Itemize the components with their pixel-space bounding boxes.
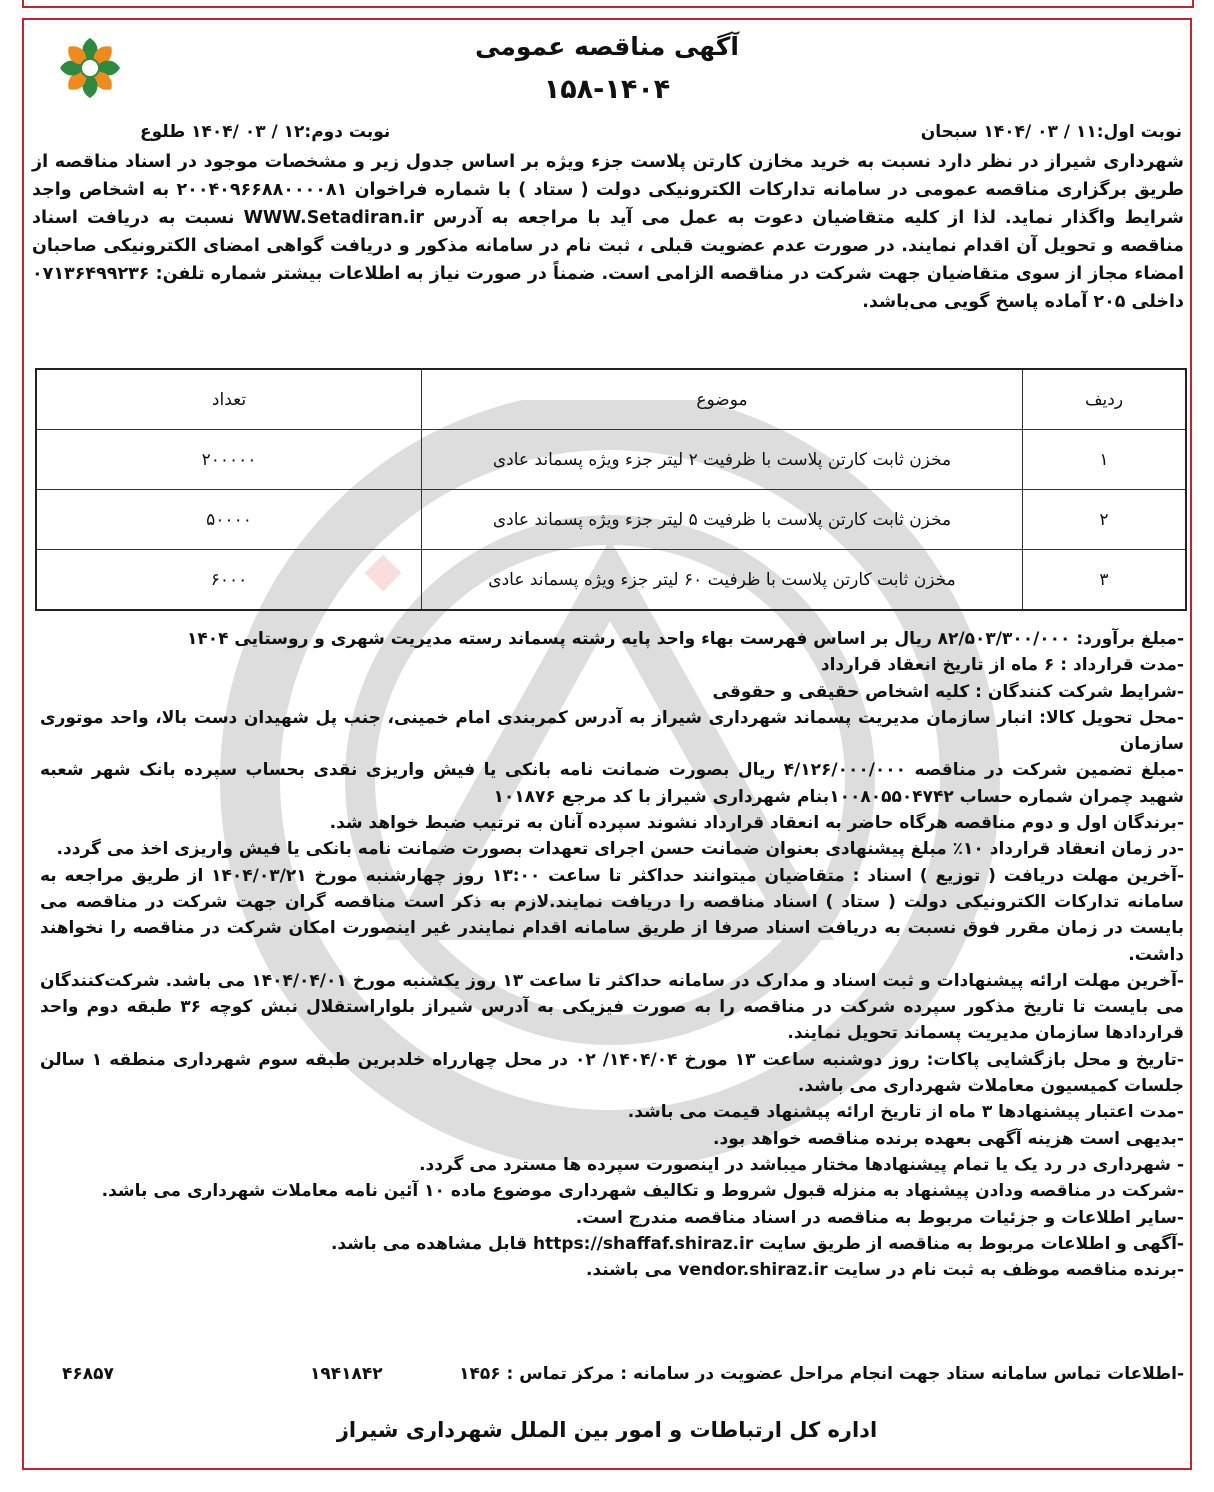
- condition-rejection: - شهرداری در رد یک یا تمام پیشنهادها مختار میباشد در اینصورت سپرده ها مسترد می گردد.: [419, 1154, 1184, 1175]
- table-row: [36, 550, 1186, 611]
- top-border-strip: [22, 0, 1194, 8]
- condition-ad-cost: -بدیهی است هزینه آگهی بعهده برنده مناقصه خواهد بود.: [713, 1128, 1184, 1149]
- row-count: ۲۰۰۰۰۰: [36, 430, 422, 490]
- row-topic: مخزن ثابت کارتن پلاست با ظرفیت ۶۰ لیتر جزء ویژه پسماند عادی: [422, 550, 1023, 611]
- condition-participants: -شرایط شرکت کنندگان : کلیه اشخاص حقیقی و حقوقی: [712, 681, 1184, 702]
- header-count: تعداد: [36, 369, 422, 430]
- row-count: ۵۰۰۰۰: [36, 490, 422, 550]
- table-header-row: [36, 369, 1186, 430]
- table-row: [36, 490, 1186, 550]
- contact-number-2: ۱۹۴۱۸۴۲: [310, 1364, 383, 1384]
- condition-opening: -تاریخ و محل بازگشایی پاکات: روز دوشنبه ساعت ۱۳ مورخ ۱۴۰۴/۰۴/ ۰۲ در محل چهارراه خلدبرین طبقه سوم شهرداری منطقه ۱ سالن جلسات کمیسیون معاملات شهرداری می باشد.: [40, 1049, 1184, 1097]
- condition-other-info: -سایر اطلاعات و جزئیات مربوط به مناقصه در اسناد مناقصه مندرج است.: [575, 1207, 1184, 1228]
- table-row: [36, 430, 1186, 490]
- condition-document-deadline: -آخرین مهلت دریافت ( توزیع ) اسناد : متقاضیان میتوانند حداکثر تا ساعت ۱۳:۰۰ روز چهارشنبه مورخ ۱۴۰۴/۰۳/۲۱ از طریق مراجعه به سامانه تدارکات الکترونیکی دولت ( ستاد ) اسناد مناقصه را دریافت نمایند.لازم به ذکر است مناقصه گران جهت شرکت در مناقصه می بایست در زمان مقرر فوق نسبت به دریافت اسناد صرفا از طریق سامانه اقدام نمایندر غیر اینصورت امکان شرکت در مناقصه را نخواهند داشت.: [40, 865, 1184, 965]
- condition-vendor-registration: -برنده مناقصه موظف به ثبت نام در سایت vendor.shiraz.ir می باشند.: [585, 1260, 1184, 1281]
- condition-guarantee: -مبلغ تضمین شرکت در مناقصه ۴/۱۲۶/۰۰۰/۰۰۰ ریال بصورت ضمانت نامه بانکی یا فیش واریزی نقدی بحساب سپرده بانک شهر شعبه شهید چمران شماره حساب ۱۰۰۸۰۵۵۰۴۷۴۲بنام شهرداری شیراز با کد مرجع ۱۰۱۸۷۶: [40, 760, 1184, 807]
- footer-issuer: اداره کل ارتباطات و امور بین الملل شهرداری شیراز: [336, 1418, 878, 1442]
- conditions-list: [40, 626, 1184, 1283]
- items-table: [35, 368, 1187, 611]
- first-run-date: نوبت اول:۱۱ / ۰۳ /۱۴۰۴ سبحان: [920, 122, 1182, 142]
- row-radif: ۳: [1023, 550, 1187, 611]
- condition-duration: -مدت قرارداد : ۶ ماه از تاریخ انعقاد قرارداد: [820, 655, 1184, 676]
- row-count: ۶۰۰۰: [36, 550, 422, 611]
- condition-acceptance: -شرکت در مناقصه ودادن پیشنهاد به منزله قبول شروط و تکالیف شهرداری موضوع ماده ۱۰ آئین نامه معاملات شهرداری می باشد.: [101, 1181, 1184, 1202]
- condition-delivery: -محل تحویل کالا: انبار سازمان مدیریت پسماند شهرداری شیراز به آدرس کمربندی امام خمینی، جنب پل شهیدان دست بالا، واحد موتوری سازمان: [40, 707, 1184, 755]
- condition-website: -آگهی و اطلاعات مربوط به مناقصه از طریق سایت https://shaffaf.shiraz.ir قابل مشاهده می باشد.: [330, 1233, 1184, 1254]
- contact-label: -اطلاعات تماس سامانه ستاد جهت انجام مراحل عضویت در سامانه : مرکز تماس : ۱۴۵۶: [459, 1364, 1184, 1384]
- contact-info: [40, 1364, 1184, 1392]
- notice-number: ۱۵۸-۱۴۰۴: [543, 74, 671, 105]
- condition-validity: -مدت اعتبار پیشنهادها ۳ ماه از تاریخ ارائه پیشنهاد قیمت می باشد.: [627, 1102, 1184, 1123]
- condition-winners: -برندگان اول و دوم مناقصه هرگاه حاضر به انعقاد قرارداد نشوند سپرده آنان به ترتیب ضبط خواهد شد.: [329, 813, 1184, 834]
- condition-estimate: -مبلغ برآورد: ۸۲/۵۰۳/۳۰۰/۰۰۰ ریال بر اساس فهرست بهاء واحد پایه رشته پسماند رسته مدیریت شهری و روستایی ۱۴۰۴: [186, 629, 1184, 649]
- row-topic: مخزن ثابت کارتن پلاست با ظرفیت ۵ لیتر جزء ویژه پسماند عادی: [422, 490, 1023, 550]
- row-radif: ۲: [1023, 490, 1187, 550]
- row-radif: ۱: [1023, 430, 1187, 490]
- header-topic: موضوع: [422, 369, 1023, 430]
- second-run-date: نوبت دوم:۱۲ / ۰۳ /۱۴۰۴ طلوع: [140, 122, 391, 142]
- notice-title: آگهی مناقصه عمومی: [475, 32, 739, 61]
- contact-number-3: ۴۶۸۵۷: [62, 1364, 114, 1384]
- intro-paragraph: شهرداری شیراز در نظر دارد نسبت به خرید مخازن کارتن پلاست جزء ویژه بر اساس جدول زیر و مشخصات موجود در اسناد مناقصه از طریق برگزاری مناقصه عمومی در سامانه تدارکات الکترونیکی دولت ( ستاد ) با شماره فراخوان ۲۰۰۴۰۹۶۶۸۸۰۰۰۰۸۱ به اشخاص واجد شرایط واگذار نماید. لذا از کلیه متقاضیان دعوت به عمل می آید با مراجعه به آدرس WWW.Setadiran.ir نسبت به دریافت اسناد مناقصه و تحویل آن اقدام نمایند. در صورت عدم عضویت قبلی ، ثبت نام در سامانه مذکور و دریافت گواهی امضای الکترونیکی صاحبان امضاء مجاز از سوی متقاضیان جهت شرکت در مناقصه الزامی است. ضمناً در صورت نیاز به اطلاعات بیشتر شماره تلفن: ۰۷۱۳۶۴۹۹۲۳۶ داخلی ۲۰۵ آماده پاسخ گویی می‌باشد.: [32, 152, 1184, 312]
- row-topic: مخزن ثابت کارتن پلاست با ظرفیت ۲ لیتر جزء ویژه پسماند عادی: [422, 430, 1023, 490]
- condition-submission-deadline: -آخرین مهلت ارائه پیشنهادات و ثبت اسناد و مدارک در سامانه حداکثر تا ساعت ۱۳ روز یکشنبه مورخ ۱۴۰۴/۰۴/۰۱ می باشد. شرکت‌کنندگان می بایست تا تاریخ مذکور سپرده شرکت در مناقصه را به صورت فیزیکی به آدرس شیراز بلواراستقلال نبش کوچه ۳۶ طبقه دوم واحد قراردادها سازمان مدیریت پسماند تحویل نمایند.: [40, 970, 1185, 1044]
- condition-performance-bond: -در زمان انعقاد قرارداد ۱۰٪ مبلغ پیشنهادی بعنوان ضمانت حسن اجرای تعهدات بصورت ضمانت نامه بانکی یا فیش واریزی اخذ می گردد.: [56, 839, 1184, 860]
- header-radif: ردیف: [1023, 369, 1187, 430]
